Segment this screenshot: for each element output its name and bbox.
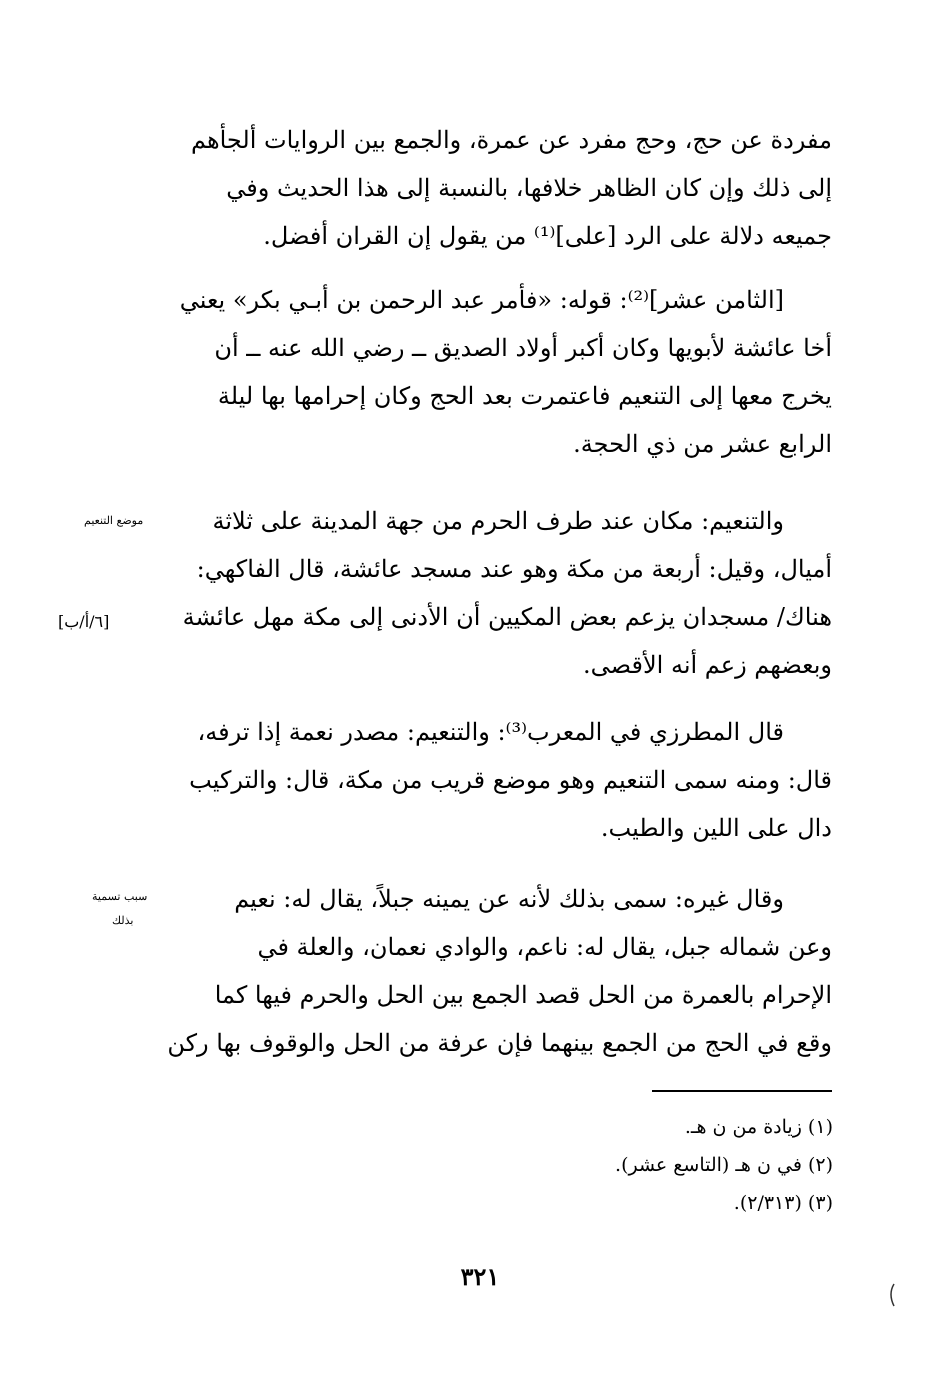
- text-line: جميعه دلالة على الرد [على]⁽¹⁾ من يقول إن القران أفضل.: [263, 222, 832, 250]
- page-edge-mark-icon: [884, 1282, 898, 1310]
- folio-reference: [٦/أ/ب]: [58, 612, 110, 631]
- footnote-2: (٢) في ن هـ (التاسع عشر).: [615, 1154, 833, 1176]
- text-line: إلى ذلك وإن كان الظاهر خلافها، بالنسبة إلى هذا الحديث وفي: [226, 174, 832, 202]
- paragraph-1: [160, 116, 832, 260]
- text-line: قال المطرزي في المعرب⁽³⁾: والتنعيم: مصدر نعمة إذا ترفه،: [197, 718, 784, 746]
- text-line: والتنعيم: مكان عند طرف الحرم من جهة المدينة على ثلاثة: [212, 507, 784, 535]
- paragraph-3: [160, 497, 832, 689]
- text-line: وبعضهم زعم أنه الأقصى.: [583, 651, 832, 679]
- margin-note-naming-reason: سبب تسمية: [92, 890, 148, 903]
- margin-note-tanim: موضع التنعيم: [84, 514, 144, 527]
- paragraph-4: [160, 708, 832, 852]
- text-line: دال على اللين والطيب.: [600, 814, 832, 842]
- footnotes: [333, 1108, 833, 1222]
- margin-note-naming-reason-2: بذلك: [112, 914, 134, 927]
- footnote-divider: [652, 1090, 832, 1092]
- paragraph-2: [160, 276, 832, 468]
- text-line: [الثامن عشر]⁽²⁾: قوله: «فأمر عبد الرحمن بن أبـي بكر» يعني: [179, 286, 784, 314]
- page-number: ٣٢١: [460, 1262, 500, 1291]
- footnote-3: (٣) (٢/٣١٣).: [733, 1192, 833, 1214]
- text-line: أخا عائشة لأبويها وكان أكبر أولاد الصديق ــ رضي الله عنه ــ أن: [214, 334, 832, 362]
- text-line: مفردة عن حج، وحج مفرد عن عمرة، والجمع بين الروايات ألجأهم: [190, 126, 832, 154]
- text-line: قال: ومنه سمى التنعيم وهو موضع قريب من مكة، قال: والتركيب: [189, 766, 832, 794]
- text-line: أميال، وقيل: أربعة من مكة وهو عند مسجد عائشة، قال الفاكهي:: [196, 555, 832, 583]
- text-line: وقال غيره: سمى بذلك لأنه عن يمينه جبلاً، يقال له: نعيم: [234, 885, 784, 913]
- text-line: الرابع عشر من ذي الحجة.: [573, 430, 832, 458]
- paragraph-5: [160, 875, 832, 1067]
- text-line: هناك/ مسجدان يزعم بعض المكيين أن الأدنى إلى مكة مهل عائشة: [182, 603, 832, 631]
- text-line: وعن شماله جبل، يقال له: ناعم، والوادي نعمان، والعلة في: [257, 933, 832, 961]
- text-line: يخرج معها إلى التنعيم فاعتمرت بعد الحج وكان إحرامها بها ليلة: [217, 382, 832, 410]
- text-line: وقع في الحج من الجمع بينهما فإن عرفة من الحل والوقوف بها ركن: [167, 1029, 832, 1057]
- footnote-1: (١) زيادة من ن هـ.: [684, 1116, 833, 1138]
- text-line: الإحرام بالعمرة من الحل قصد الجمع بين الحل والحرم فيها كما: [214, 981, 832, 1009]
